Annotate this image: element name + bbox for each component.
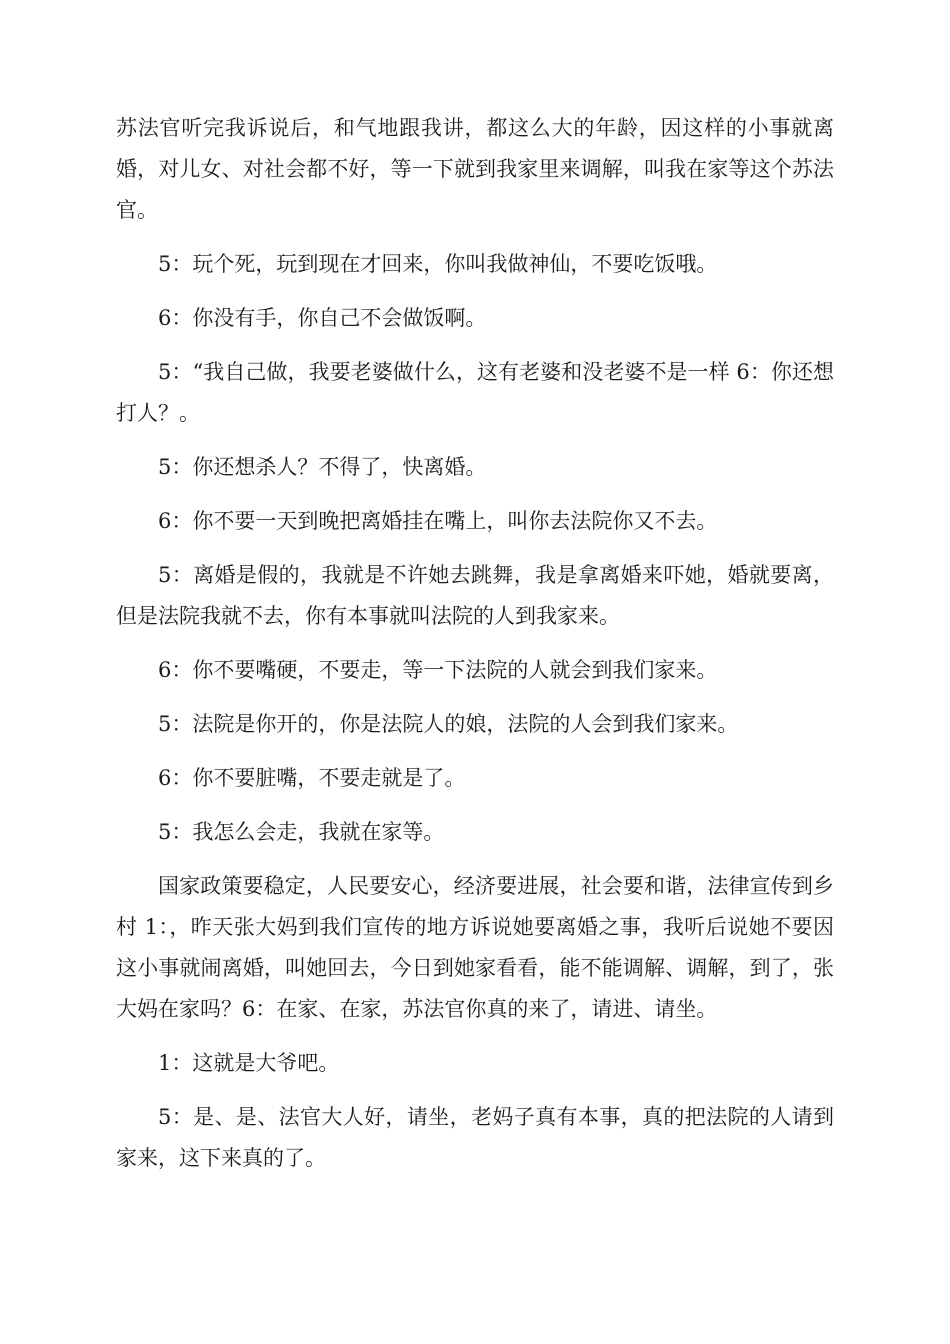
document-body [116,108,834,1192]
paragraph: 1：这就是大爷吧。 [158,1051,340,1075]
paragraph: 5：我怎么会走，我就在家等。 [158,820,445,844]
paragraph: 国家政策要稳定，人民要安心，经济要进展，社会要和谐，法律宣传到乡村 1：，昨天张大妈到我们宣传的地方诉说她要离婚之事，我听后说她不要因这小事就闹离婚，叫她回去，今日到她家看看，能不能调解、调解，到了，张大妈在家吗？6：在家、在家，苏法官你真的来了，请进、请坐。 [116,874,834,1021]
paragraph: 6：你不要脏嘴，不要走就是了。 [158,766,466,790]
paragraph: 5：玩个死，玩到现在才回来，你叫我做神仙，不要吃饭哦。 [158,252,718,276]
paragraph: 苏法官听完我诉说后，和气地跟我讲，都这么大的年龄，因这样的小事就离婚，对儿女、对社会都不好，等一下就到我家里来调解，叫我在家等这个苏法官。 [116,116,834,222]
paragraph: 5：“我自己做，我要老婆做什么，这有老婆和没老婆不是一样 6：你还想打人？。 [116,360,834,425]
paragraph: 5：是、是、法官大人好，请坐，老妈子真有本事，真的把法院的人请到家来，这下来真的了。 [116,1105,834,1170]
paragraph: 6：你不要一天到晚把离婚挂在嘴上，叫你去法院你又不去。 [158,509,718,533]
paragraph: 6：你不要嘴硬，不要走，等一下法院的人就会到我们家来。 [158,658,718,682]
paragraph: 6：你没有手，你自己不会做饭啊。 [158,306,487,330]
paragraph: 5：离婚是假的，我就是不许她去跳舞，我是拿离婚来吓她，婚就要离，但是法院我就不去，你有本事就叫法院的人到我家来。 [116,563,834,628]
paragraph: 5：你还想杀人？不得了，快离婚。 [158,455,487,479]
paragraph: 5：法院是你开的，你是法院人的娘，法院的人会到我们家来。 [158,712,739,736]
